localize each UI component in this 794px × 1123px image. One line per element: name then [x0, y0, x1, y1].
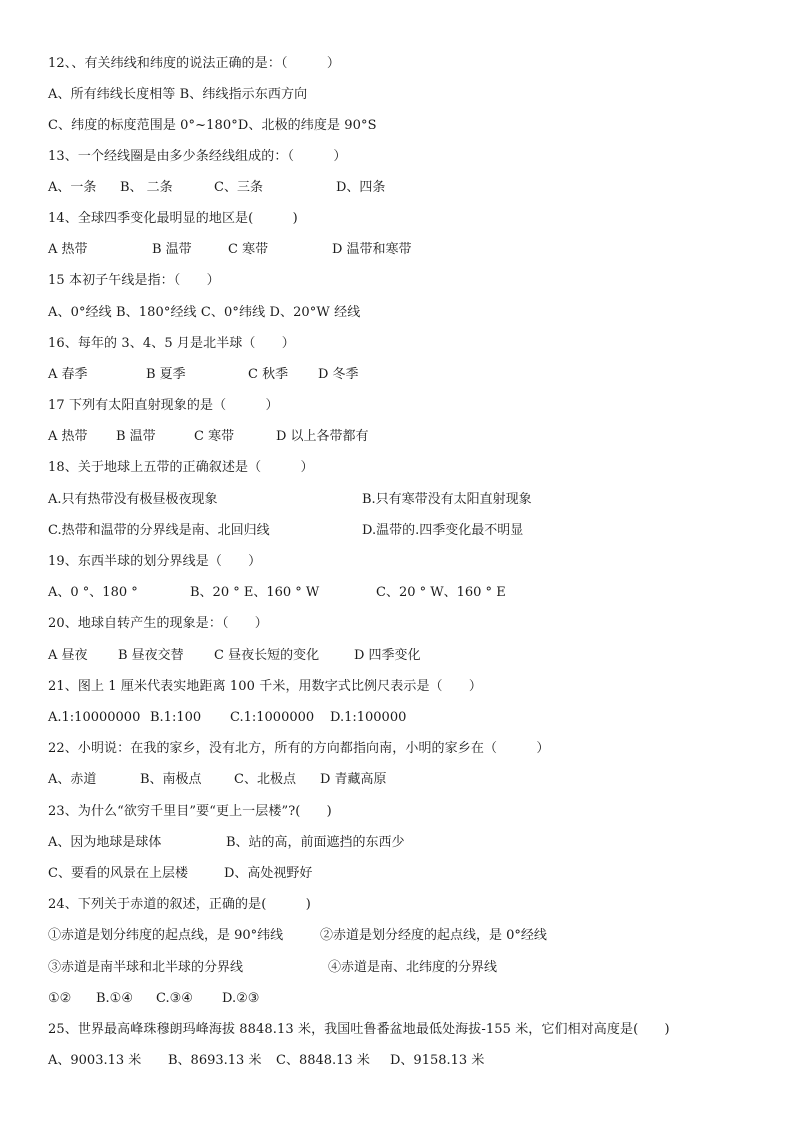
- question-22-option-c: C、北极点: [234, 772, 296, 787]
- question-25-option-a: A、9003.13 米: [48, 1053, 142, 1068]
- question-14-option-b: B 温带: [152, 242, 192, 257]
- question-18-stem: 18、关于地球上五带的正确叙述是（ ）: [48, 460, 314, 475]
- question-17-option-a: A 热带: [48, 429, 88, 444]
- question-12-options-line-1: A、所有纬线长度相等 B、纬线指示东西方向: [48, 87, 308, 102]
- question-24-statement-2: ②赤道是划分经度的起点线，是 0°经线: [320, 928, 547, 943]
- question-16-option-a: A 春季: [48, 367, 88, 382]
- question-21-stem: 21、图上 1 厘米代表实地距离 100 千米，用数字式比例尺表示是（ ）: [48, 679, 482, 694]
- question-13-stem: 13、一个经线圈是由多少条经线组成的：（ ）: [48, 149, 347, 164]
- question-24-option-c: C.③④: [156, 991, 193, 1006]
- question-24-option-b: B.①④: [96, 991, 133, 1006]
- question-14-option-c: C 寒带: [228, 242, 269, 257]
- question-24-statement-1: ①赤道是划分纬度的起点线，是 90°纬线: [48, 928, 284, 943]
- question-13-option-b: B、 二条: [120, 180, 173, 195]
- question-25-option-c: C、8848.13 米: [276, 1053, 370, 1068]
- question-23-option-a: A、因为地球是球体: [48, 835, 162, 850]
- question-24-statement-3: ③赤道是南半球和北半球的分界线: [48, 960, 244, 975]
- question-23-option-b: B、站的高，前面遮挡的东西少: [226, 835, 405, 850]
- question-20-option-c: C 昼夜长短的变化: [214, 648, 320, 663]
- question-21-option-b: B.1:100: [150, 710, 202, 725]
- question-20-option-d: D 四季变化: [354, 648, 421, 663]
- question-18-option-b: B.只有寒带没有太阳直射现象: [362, 492, 532, 507]
- question-17-option-b: B 温带: [116, 429, 156, 444]
- question-20-option-a: A 昼夜: [48, 648, 88, 663]
- question-18-option-d: D.温带的.四季变化最不明显: [362, 523, 524, 538]
- question-23-stem: 23、为什么“欲穷千里目”要“更上一层楼”?( ): [48, 804, 332, 819]
- question-20-stem: 20、地球自转产生的现象是：（ ）: [48, 616, 268, 631]
- question-14-stem: 14、全球四季变化最明显的地区是( ): [48, 211, 298, 226]
- question-16-option-d: D 冬季: [318, 367, 359, 382]
- question-24-stem: 24、下列关于赤道的叙述，正确的是( ): [48, 897, 311, 912]
- question-17-option-c: C 寒带: [194, 429, 235, 444]
- question-16-option-c: C 秋季: [248, 367, 289, 382]
- question-20-option-b: B 昼夜交替: [118, 648, 184, 663]
- question-13-option-d: D、四条: [336, 180, 386, 195]
- question-15-options-line-1: A、0°经线 B、180°经线 C、0°纬线 D、20°W 经线: [48, 305, 361, 320]
- question-25-stem: 25、世界最高峰珠穆朗玛峰海拔 8848.13 米，我国吐鲁番盆地最低处海拔-155 米，它们相对高度是( ): [48, 1022, 670, 1037]
- question-22-option-a: A、赤道: [48, 772, 97, 787]
- question-19-option-b: B、20 ° E、160 ° W: [190, 585, 320, 600]
- question-22-option-b: B、南极点: [140, 772, 202, 787]
- question-19-stem: 19、东西半球的划分界线是（ ）: [48, 554, 262, 569]
- question-17-option-d: D 以上各带都有: [276, 429, 369, 444]
- question-24-option-d: D.②③: [222, 991, 260, 1006]
- question-18-option-a: A.只有热带没有极昼极夜现象: [48, 492, 218, 507]
- question-23-option-c: C、要看的风景在上层楼: [48, 866, 188, 881]
- question-24-option-a: ①②: [48, 991, 72, 1006]
- question-13-option-a: A、一条: [48, 180, 97, 195]
- question-13-option-c: C、三条: [214, 180, 263, 195]
- question-25-option-b: B、8693.13 米: [168, 1053, 262, 1068]
- question-21-option-a: A.1:10000000: [48, 710, 141, 725]
- question-22-stem: 22、小明说：在我的家乡，没有北方，所有的方向都指向南，小明的家乡在（ ）: [48, 741, 550, 756]
- question-25-option-d: D、9158.13 米: [390, 1053, 485, 1068]
- question-22-option-d: D 青藏高原: [320, 772, 387, 787]
- question-12-options-line-2: C、纬度的标度范围是 0°~180°D、北极的纬度是 90°S: [48, 118, 377, 133]
- question-21-option-d: D.1:100000: [330, 710, 407, 725]
- question-19-option-a: A、0 °、180 °: [48, 585, 138, 600]
- question-16-stem: 16、每年的 3、4、5 月是北半球（ ）: [48, 336, 295, 351]
- question-14-option-d: D 温带和寒带: [332, 242, 412, 257]
- question-14-option-a: A 热带: [48, 242, 88, 257]
- question-16-option-b: B 夏季: [146, 367, 186, 382]
- question-15-stem: 15 本初子午线是指：（ ）: [48, 273, 220, 288]
- question-19-option-c: C、20 ° W、160 ° E: [376, 585, 506, 600]
- question-21-option-c: C.1:1000000: [230, 710, 315, 725]
- question-23-option-d: D、高处视野好: [224, 866, 313, 881]
- question-24-statement-4: ④赤道是南、北纬度的分界线: [328, 960, 498, 975]
- question-17-stem: 17 下列有太阳直射现象的是（ ）: [48, 398, 279, 413]
- question-12-stem: 12、、有关纬线和纬度的说法正确的是：（ ）: [48, 56, 340, 71]
- question-18-option-c: C.热带和温带的分界线是南、北回归线: [48, 523, 270, 538]
